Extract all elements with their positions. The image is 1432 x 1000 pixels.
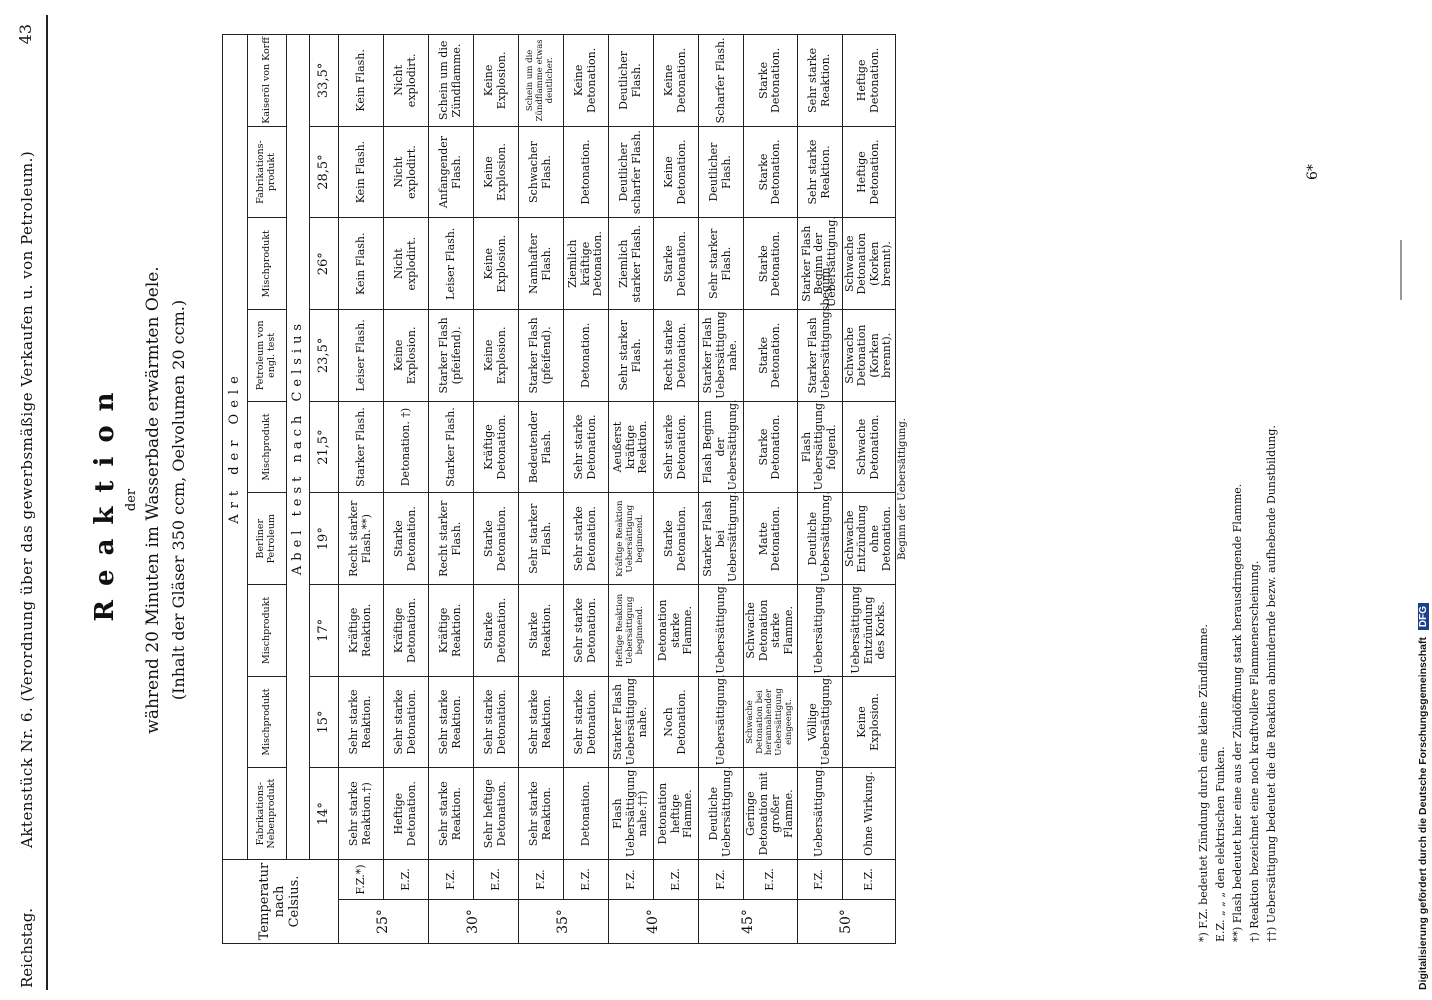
reaction-cell: Deutlicher Flash. bbox=[609, 35, 654, 127]
table-note-row bbox=[896, 35, 910, 944]
reaction-cell: Scharfer Flash. bbox=[699, 35, 744, 127]
oil-type-header: Berliner Petroleum bbox=[248, 493, 287, 585]
test-temperature-header: 21,5° bbox=[310, 401, 339, 493]
reaction-cell: Keine Explosion. bbox=[474, 218, 519, 310]
ignition-type-label: F.Z. bbox=[609, 859, 654, 899]
reaction-cell: Detonation. bbox=[564, 768, 609, 860]
reaction-cell: Schwacher Flash. bbox=[519, 126, 564, 218]
reaction-cell: Sehr starke Reaktion. bbox=[797, 35, 842, 127]
ignition-type-label: E.Z. bbox=[564, 859, 609, 899]
test-temperature-header-row bbox=[310, 35, 339, 944]
reaction-cell: Starke Detonation. bbox=[654, 218, 699, 310]
footnotes bbox=[1195, 22, 1280, 942]
ignition-type-label: F.Z. bbox=[699, 859, 744, 899]
reaction-cell: Völlige Uebersättigung. bbox=[797, 676, 842, 768]
reaction-cell: Sehr starke Reaktion. bbox=[339, 676, 384, 768]
reaction-cell: Schein um die Zündflamme. bbox=[429, 35, 474, 127]
reaction-cell: Flash Uebersättigung folgend. bbox=[797, 401, 842, 493]
ignition-type-label: F.Z.*) bbox=[339, 859, 384, 899]
ignition-type-label: E.Z. bbox=[654, 859, 699, 899]
reaction-cell: Starker Flash Uebersättigung nahe. bbox=[609, 676, 654, 768]
document-title: Reaktion bbox=[90, 378, 120, 622]
reaction-cell: Sehr starker Flash. bbox=[609, 310, 654, 402]
reaction-cell: Sehr starker Flash. bbox=[699, 218, 744, 310]
reaction-cell: Keine Detonation. bbox=[654, 126, 699, 218]
running-header bbox=[14, 16, 42, 988]
temperature-group: 30° bbox=[429, 900, 519, 944]
oil-type-header: Mischprodukt bbox=[248, 218, 287, 310]
table-row bbox=[699, 35, 744, 944]
table-body bbox=[339, 35, 910, 944]
reaction-cell: Sehr starke Detonation. bbox=[384, 676, 429, 768]
reaction-cell: Matte Detonation. bbox=[744, 493, 798, 585]
reaction-cell: Heftige Detonation. bbox=[842, 35, 896, 127]
reaction-cell: Nicht explodirt. bbox=[384, 35, 429, 127]
reaction-cell: Starker Flash (pfeifend). bbox=[429, 310, 474, 402]
table-row bbox=[429, 35, 474, 944]
ignition-type-label: E.Z. bbox=[474, 859, 519, 899]
reaction-cell: Deutliche Uebersättigung. bbox=[797, 493, 842, 585]
reaction-cell: Starker Flash Beginn der Uebersättigung. bbox=[797, 218, 842, 310]
table-row bbox=[797, 35, 842, 944]
reaction-cell: Recht starker Flash. bbox=[429, 493, 474, 585]
reaction-cell: Sehr starke Reaktion. bbox=[429, 768, 474, 860]
reaction-cell: Recht starker Flash.**) bbox=[339, 493, 384, 585]
footnote: **) Flash bedeutet hier eine aus der Zündöffnung stark herausdringende Flamme. bbox=[1231, 483, 1245, 942]
reaction-cell: Starker Flash. bbox=[339, 401, 384, 493]
reaction-cell: Leiser Flash. bbox=[429, 218, 474, 310]
reaction-cell: Kein Flash. bbox=[339, 218, 384, 310]
reaction-cell: Sehr starke Reaktion. bbox=[519, 676, 564, 768]
table-row bbox=[654, 35, 699, 944]
reaction-cell: Uebersättigung. bbox=[797, 585, 842, 677]
reaction-cell: Deutliche Uebersättigung. bbox=[699, 768, 744, 860]
reaction-cell: Heftige Detonation. bbox=[384, 768, 429, 860]
reaction-cell: Deutlicher scharfer Flash. bbox=[609, 126, 654, 218]
footnote: *) F.Z. bedeutet Zündung durch eine kleine Zündflamme. bbox=[1197, 624, 1210, 942]
ignition-type-label: E.Z. bbox=[842, 859, 896, 899]
reaction-cell: Sehr starke Detonation. bbox=[564, 585, 609, 677]
footnote: E.Z. „ „ „ den elektrischen Funken. bbox=[1214, 746, 1228, 942]
reaction-cell: Flash Uebersättigung nahe.††) bbox=[609, 768, 654, 860]
table-row bbox=[842, 35, 896, 944]
reaction-cell: Ziemlich kräftige Detonation. bbox=[564, 218, 609, 310]
table-row bbox=[564, 35, 609, 944]
reaction-cell: Schwache Detonation. bbox=[842, 401, 896, 493]
reaction-cell: Nicht explodirt. bbox=[384, 126, 429, 218]
oil-type-header: Kaiseröl von Korff bbox=[248, 35, 287, 127]
title-der: der bbox=[124, 488, 139, 512]
reaction-cell: Flash Beginn der Uebersättigung. bbox=[699, 401, 744, 493]
digitization-credit bbox=[1417, 603, 1429, 990]
oil-type-header: Mischprodukt bbox=[248, 585, 287, 677]
reaction-cell: Keine Explosion. bbox=[842, 676, 896, 768]
page-number: 43 bbox=[16, 24, 35, 45]
divider-mark bbox=[1400, 240, 1402, 300]
reaction-cell: Schwache Detonation (Korken brennt). bbox=[842, 310, 896, 402]
test-temperature-header: 17° bbox=[310, 585, 339, 677]
reaction-cell: Leiser Flash. bbox=[339, 310, 384, 402]
title-block bbox=[90, 0, 188, 1000]
reaction-cell: Geringe Detonation mit großer Flamme. bbox=[744, 768, 798, 860]
reaction-cell: Nicht explodirt. bbox=[384, 218, 429, 310]
reaction-cell: Uebersättigung Entzündung des Korks. bbox=[842, 585, 896, 677]
reaction-cell: Keine Explosion. bbox=[474, 310, 519, 402]
reaction-cell: Keine Detonation. bbox=[654, 35, 699, 127]
reaction-cell: Anfangender Flash. bbox=[429, 126, 474, 218]
reaction-cell: Keine Explosion. bbox=[474, 35, 519, 127]
reaction-cell: Starke Detonation. bbox=[744, 126, 798, 218]
reaction-cell: Ohne Wirkung. bbox=[842, 768, 896, 860]
reaction-cell: Kräftige Detonation. bbox=[384, 585, 429, 677]
reaction-cell: Bedeutender Flash. bbox=[519, 401, 564, 493]
header-rule bbox=[46, 15, 48, 990]
reaction-cell: Schwache Entzündung ohne Detonation. bbox=[842, 493, 896, 585]
test-temperature-header: 28,5° bbox=[310, 126, 339, 218]
reaction-cell: Sehr starker Flash. bbox=[519, 493, 564, 585]
reaction-cell: Sehr starke Reaktion. bbox=[429, 676, 474, 768]
test-temperature-header: 19° bbox=[310, 493, 339, 585]
test-temperature-header: 33,5° bbox=[310, 35, 339, 127]
reaction-cell: Uebersättigung. bbox=[699, 676, 744, 768]
reaction-cell: Kräftige Reaktion Uebersättigung beginnend. bbox=[609, 493, 654, 585]
ignition-type-label: F.Z. bbox=[429, 859, 474, 899]
test-temperature-header: 23,5° bbox=[310, 310, 339, 402]
reaction-cell: Starke Reaktion. bbox=[519, 585, 564, 677]
table-row bbox=[519, 35, 564, 944]
reaction-cell: Ziemlich starker Flash. bbox=[609, 218, 654, 310]
reaction-cell: Sehr starke Reaktion. bbox=[797, 126, 842, 218]
reaction-cell: Starker Flash Uebersättigung nahe. bbox=[699, 310, 744, 402]
reaction-cell: Sehr starke Reaktion. bbox=[519, 768, 564, 860]
dfg-logo: DFG bbox=[1418, 603, 1429, 630]
table-row bbox=[474, 35, 519, 944]
reaction-cell: Kräftige Detonation. bbox=[474, 401, 519, 493]
reaction-cell: Starke Detonation. bbox=[744, 401, 798, 493]
reaction-cell: Detonation. †) bbox=[384, 401, 429, 493]
reaction-table bbox=[222, 34, 910, 944]
reaction-cell: Detonation heftige Flamme. bbox=[654, 768, 699, 860]
ignition-type-label: F.Z. bbox=[519, 859, 564, 899]
reaction-cell: Heftige Reaktion Uebersättigung beginnend. bbox=[609, 585, 654, 677]
oil-type-header: Fabrikations-Nebenprodukt bbox=[248, 768, 287, 860]
reaction-cell: Schwache Detonation (Korken brennt). bbox=[842, 218, 896, 310]
reaction-cell: Kräftige Reaktion. bbox=[339, 585, 384, 677]
ignition-type-label: E.Z. bbox=[744, 859, 798, 899]
temperature-group: 25° bbox=[339, 900, 429, 944]
temperature-header: Temperatur nach Celsius. bbox=[223, 859, 339, 943]
reaction-cell: Sehr starke Detonation. bbox=[654, 401, 699, 493]
reaction-cell: Detonation. bbox=[564, 310, 609, 402]
reaction-cell: Sehr heftige Detonation. bbox=[474, 768, 519, 860]
reaction-cell: Sehr starke Reaktion.†) bbox=[339, 768, 384, 860]
ignition-type-label: E.Z. bbox=[384, 859, 429, 899]
temperature-group: 45° bbox=[699, 900, 798, 944]
reaction-cell: Detonation. bbox=[564, 126, 609, 218]
reaction-cell: Starker Flash bei Uebersättigung. bbox=[699, 493, 744, 585]
digitization-credit-text: Digitalisierung gefördert durch die Deutsche Forschungsgemeinschaft bbox=[1417, 637, 1429, 990]
reaction-cell: Uebersättigung. bbox=[797, 768, 842, 860]
test-temperature-header: 15° bbox=[310, 676, 339, 768]
oil-type-header: Petroleum von engl. test bbox=[248, 310, 287, 402]
reaction-cell: Starker Flash. bbox=[429, 401, 474, 493]
reaction-cell: Starke Detonation. bbox=[744, 310, 798, 402]
reaction-cell: Namhafter Flash. bbox=[519, 218, 564, 310]
reaction-cell: Sehr starke Detonation. bbox=[564, 493, 609, 585]
reaction-cell: Schwache Detonation starke Flamme. bbox=[744, 585, 798, 677]
reaction-cell: Keine Explosion. bbox=[474, 126, 519, 218]
table-row bbox=[609, 35, 654, 944]
abel-test-header: Abel test nach Celsius bbox=[287, 35, 310, 860]
reaction-cell: Schein um die Zündflamme etwas deutlicher. bbox=[519, 35, 564, 127]
temperature-group: 35° bbox=[519, 900, 609, 944]
reaction-cell: Keine Explosion. bbox=[384, 310, 429, 402]
reaction-cell: Starke Detonation. bbox=[474, 493, 519, 585]
reaction-cell: Starke Detonation. bbox=[744, 35, 798, 127]
reaction-cell: Uebersättigung. bbox=[699, 585, 744, 677]
ignition-type-label: F.Z. bbox=[797, 859, 842, 899]
reaction-cell: Starker Flash (pfeifend). bbox=[519, 310, 564, 402]
reaction-cell: Kräftige Reaktion. bbox=[429, 585, 474, 677]
reaction-cell: Recht starke Detonation. bbox=[654, 310, 699, 402]
reaction-cell: Starke Detonation. bbox=[474, 585, 519, 677]
reaction-cell: Starke Detonation. bbox=[654, 493, 699, 585]
oil-type-header-row bbox=[248, 35, 287, 944]
reaction-cell: Sehr starke Detonation. bbox=[564, 676, 609, 768]
reaction-cell: Heftige Detonation. bbox=[842, 126, 896, 218]
reaction-cell: Starke Detonation. bbox=[744, 218, 798, 310]
page-signature: 6* bbox=[1305, 164, 1321, 180]
reaction-cell: Noch Detonation. bbox=[654, 676, 699, 768]
table-note: Beginn der Uebersättigung. bbox=[897, 418, 909, 560]
oil-type-header: Fabrikations-produkt bbox=[248, 126, 287, 218]
table-row bbox=[384, 35, 429, 944]
table-row bbox=[339, 35, 384, 944]
temperature-group: 40° bbox=[609, 900, 699, 944]
header-title: Aktenstück Nr. 6. (Verordnung über das gewerbsmäßige Verkaufen u. von Petroleum.) bbox=[18, 150, 36, 848]
reaction-cell: Sehr starke Detonation. bbox=[564, 401, 609, 493]
table-row bbox=[744, 35, 798, 944]
reaction-cell: Detonation starke Flamme. bbox=[654, 585, 699, 677]
header-left: Reichstag. bbox=[18, 907, 36, 988]
reaction-cell: Aeußerst kräftige Reaktion. bbox=[609, 401, 654, 493]
test-temperature-header: 26° bbox=[310, 218, 339, 310]
reaction-cell: Deutlicher Flash. bbox=[699, 126, 744, 218]
oil-type-header: Mischprodukt bbox=[248, 401, 287, 493]
reaction-cell: Sehr starke Detonation. bbox=[474, 676, 519, 768]
temperature-group: 50° bbox=[797, 900, 896, 944]
reaction-cell: Starker Flash Uebersättigungsbeginn. bbox=[797, 310, 842, 402]
footnote: †) Reaktion bezeichnet eine noch kraftvollere Flammenerscheinung. bbox=[1248, 560, 1262, 942]
reaction-cell: Starke Detonation. bbox=[384, 493, 429, 585]
oil-type-header: Mischprodukt bbox=[248, 676, 287, 768]
title-note: (Inhalt der Gläser 350 ccm, Oelvolumen 20 ccm.) bbox=[169, 299, 188, 701]
reaction-cell: Kein Flash. bbox=[339, 35, 384, 127]
art-der-oele-header: Art der Oele bbox=[223, 35, 248, 860]
title-subtitle: während 20 Minuten im Wasserbade erwärmten Oele. bbox=[143, 266, 163, 734]
reaction-cell: Keine Detonation. bbox=[564, 35, 609, 127]
reaction-cell: Schwache Detonation bei herannahender Uebersättigung eingeengt. bbox=[744, 676, 798, 768]
reaction-cell: Kein Flash. bbox=[339, 126, 384, 218]
footnote: ††) Uebersättigung bedeutet die die Reaktion abmindernde bezw. aufhebende Dunstbildung. bbox=[1265, 425, 1279, 942]
test-temperature-header: 14° bbox=[310, 768, 339, 860]
